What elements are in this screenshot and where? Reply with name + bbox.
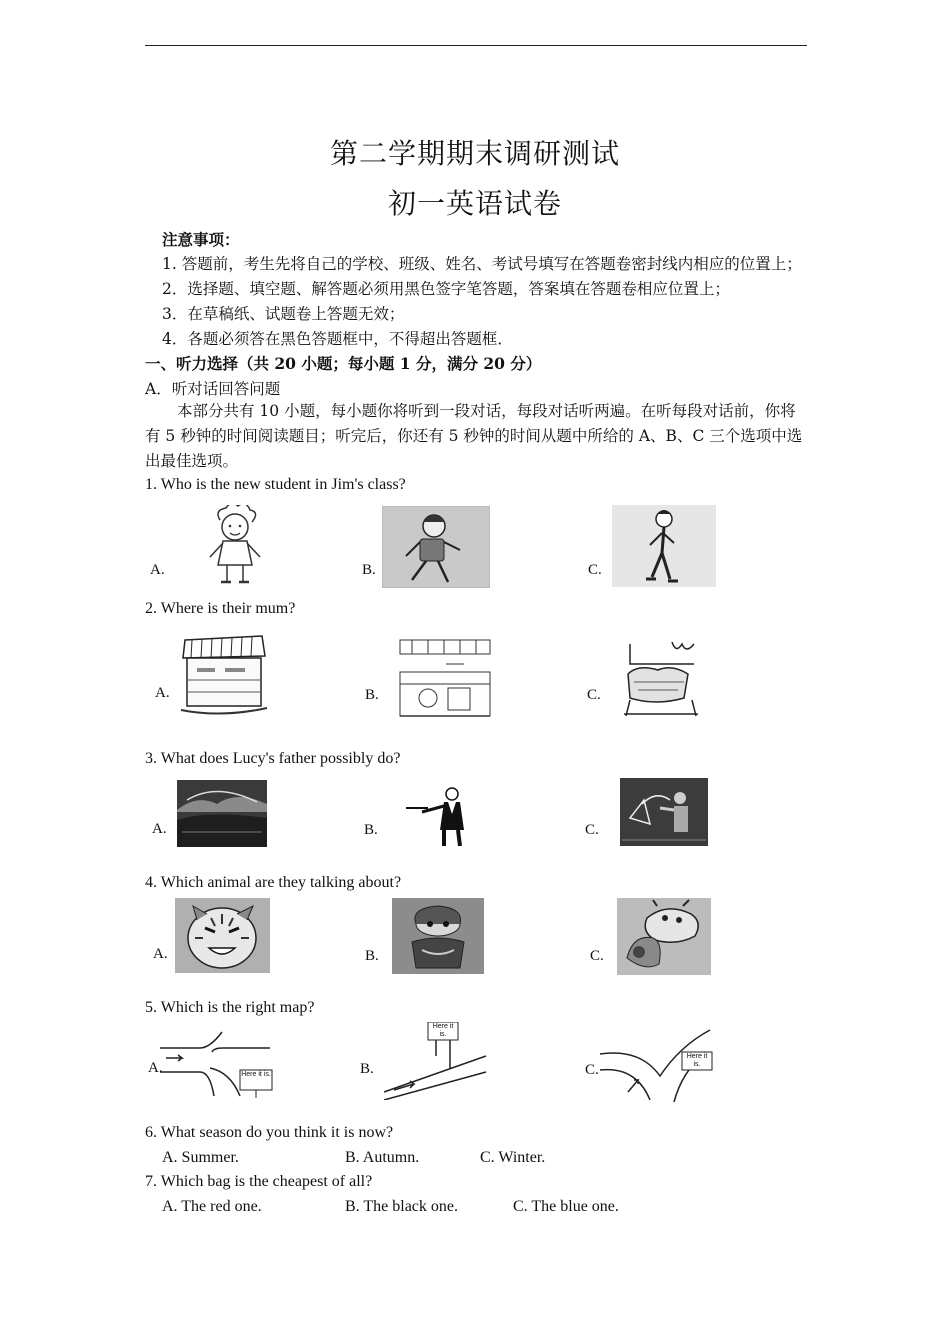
teacher-at-board-icon: [620, 778, 708, 846]
living-room-icon: [622, 640, 702, 720]
tiger-icon: [175, 898, 270, 973]
girl-icon: [190, 505, 280, 587]
option-label: B.: [362, 562, 376, 578]
option-label: C.: [588, 562, 602, 578]
landscape-icon: [177, 780, 267, 847]
map-c-icon: [600, 1026, 715, 1102]
option-label: B.: [365, 687, 379, 703]
map-a-icon: [160, 1030, 280, 1100]
answer-option: B. Autumn.: [345, 1149, 420, 1166]
question-6: 6. What season do you think it is now?: [145, 1124, 394, 1141]
section-heading: 一、听力选择（共 20 小题；每小题 1 分，满分 20 分）: [145, 354, 542, 373]
option-label: C.: [585, 1062, 599, 1078]
question-7: 7. Which bag is the cheapest of all?: [145, 1173, 373, 1190]
map-sign: Here it is.: [241, 1071, 271, 1078]
giraffe-icon: [617, 898, 711, 975]
option-label: A.: [150, 562, 165, 578]
notice-heading: 注意事项：: [162, 230, 240, 249]
option-label: A.: [152, 821, 167, 837]
part-a-heading: A．听对话回答问题: [145, 380, 281, 398]
instructions: 本部分共有 10 小题，每小题你将听到一段对话，每段对话听两遍。在听每段对话前，你将有 5 秒钟的时间阅读题目；听完后，你还有 5 秒钟的时间从题中所给的 A、B、C 三个选项中选出最佳选项。: [145, 402, 803, 470]
question-4: 4. Which animal are they talking about?: [145, 874, 402, 891]
option-label: C.: [587, 687, 601, 703]
notice-item: 2．选择题、填空题、解答题必须用黑色签字笔答题，答案填在答题卷相应位置上；: [162, 280, 730, 298]
shop-stall-icon: [177, 630, 270, 717]
exam-title: 第二学期期末调研测试: [329, 137, 620, 170]
option-label: A.: [148, 1060, 163, 1076]
option-label: A.: [153, 946, 168, 962]
boy-with-bag-icon: [382, 506, 490, 588]
option-label: B.: [364, 822, 378, 838]
question-2: 2. Where is their mum?: [145, 600, 296, 617]
question-1: 1. Who is the new student in Jim's class?: [145, 476, 406, 493]
question-5: 5. Which is the right map?: [145, 999, 315, 1016]
answer-option: A. Summer.: [162, 1149, 239, 1166]
exam-subtitle: 初一英语试卷: [387, 187, 562, 220]
option-label: B.: [365, 948, 379, 964]
cat-icon: [392, 898, 484, 974]
header-rule: [145, 45, 807, 46]
map-b-icon: [380, 1022, 490, 1100]
walking-man-icon: [612, 505, 716, 587]
answer-option: C. The blue one.: [513, 1198, 619, 1215]
option-label: B.: [360, 1061, 374, 1077]
question-3: 3. What does Lucy's father possibly do?: [145, 750, 401, 767]
map-sign: Here it is.: [686, 1053, 708, 1068]
answer-option: C. Winter.: [480, 1149, 546, 1166]
kitchen-icon: [398, 636, 493, 720]
answer-option: B. The black one.: [345, 1198, 459, 1215]
notice-item: 4．各题必须答在黑色答题框中，不得超出答题框．: [162, 330, 513, 348]
notice-item: 3．在草稿纸、试题卷上答题无效；: [162, 305, 405, 323]
waiter-icon: [400, 780, 475, 848]
answer-option: A. The red one.: [162, 1198, 262, 1215]
map-sign: Here it is.: [432, 1023, 454, 1038]
option-label: A.: [155, 685, 170, 701]
notice-item: 1. 答题前，考生先将自己的学校、班级、姓名、考试号填写在答题卷密封线内相应的位置上；: [162, 255, 802, 273]
option-label: C.: [590, 948, 604, 964]
option-label: C.: [585, 822, 599, 838]
